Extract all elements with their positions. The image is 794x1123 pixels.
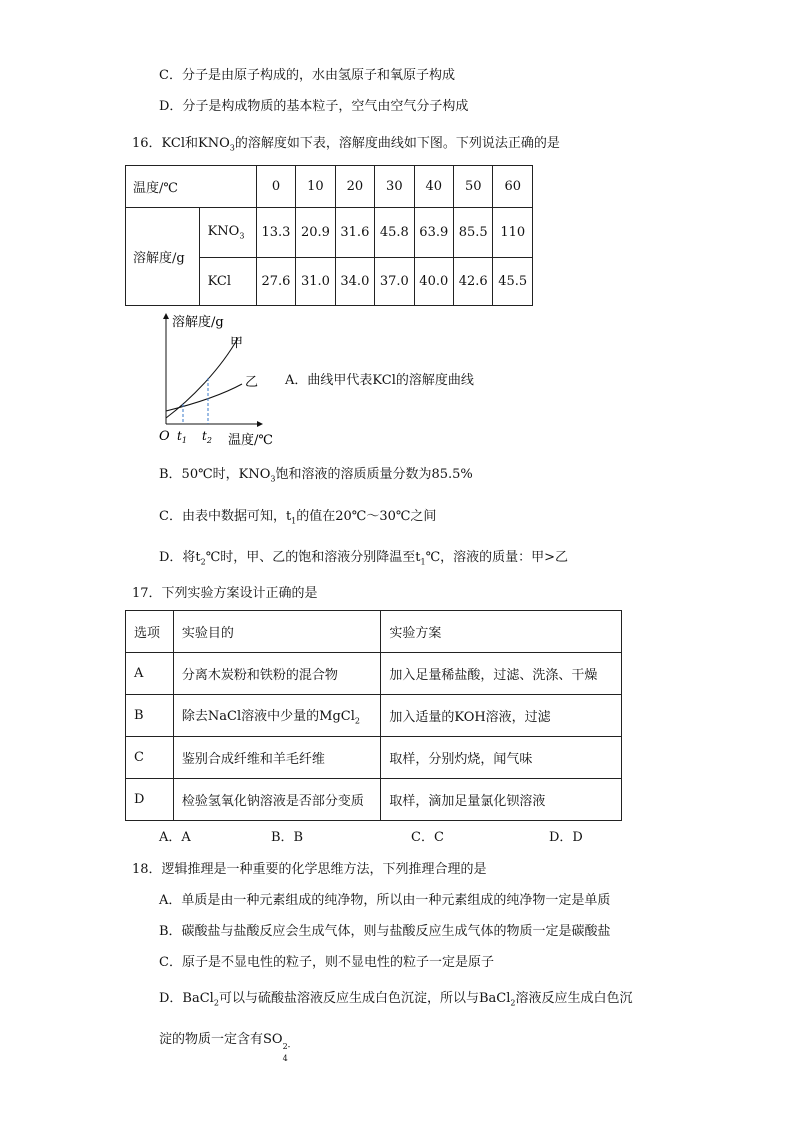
kno3-cell: 85.5 — [454, 208, 493, 258]
q17-choice-c: C．C — [411, 830, 444, 845]
row-option: B — [126, 695, 174, 737]
kcl-cell: 34.0 — [335, 258, 374, 306]
q17-choice-a: A．A — [159, 830, 191, 845]
q17-choice-b: B．B — [271, 830, 304, 845]
q18-option-b: B．碳酸盐与盐酸反应会生成气体，则与盐酸反应生成气体的物质一定是碳酸盐 — [159, 924, 611, 939]
kcl-cell: 31.0 — [296, 258, 335, 306]
t1-label: $t_1$ — [177, 429, 187, 445]
q15-option-c: C．分子是由原子构成的，水由氢原子和氧原子构成 — [159, 68, 455, 83]
kno3-label: $KNO_3$ — [199, 208, 256, 258]
q15-option-d: D．分子是构成物质的基本粒子，空气由空气分子构成 — [159, 99, 469, 114]
q18-stem: 18．逻辑推理是一种重要的化学思维方法，下列推理合理的是 — [132, 862, 487, 877]
q16-option-a: A．曲线甲代表KCl的溶解度曲线 — [285, 373, 474, 388]
kno3-cell: 13.3 — [256, 208, 295, 258]
temp-cell: 40 — [414, 166, 453, 208]
header-plan: 实验方案 — [381, 611, 622, 653]
row-plan: 加入足量稀盐酸，过滤、洗涤、干燥 — [381, 653, 622, 695]
kcl-cell: 45.5 — [493, 258, 533, 306]
kcl-cell: 40.0 — [414, 258, 453, 306]
q16-stem: 16．KCl和$KNO_3$的溶解度如下表，溶解度曲线如下图。下列说法正确的是 — [132, 136, 560, 153]
q16-option-c: C．由表中数据可知，$t_1$的值在20℃～30℃之间 — [159, 509, 437, 526]
q16-option-b: B．50℃时，$KNO_3$饱和溶液的溶质质量分数为85.5% — [159, 467, 473, 484]
kno3-cell: 110 — [493, 208, 533, 258]
temp-cell: 30 — [375, 166, 414, 208]
q16-option-d: D．将$t_2℃$时，甲、乙的饱和溶液分别降温至$t_1℃$，溶液的质量：甲>乙 — [159, 550, 569, 567]
kno3-cell: 20.9 — [296, 208, 335, 258]
table-row — [126, 779, 622, 821]
temp-cell: 50 — [454, 166, 493, 208]
temp-cell: 0 — [256, 166, 295, 208]
y-axis-label: 溶解度/g — [172, 315, 224, 330]
x-axis-label: 温度/℃ — [228, 433, 273, 448]
kno3-cell: 31.6 — [335, 208, 374, 258]
row-option: A — [126, 653, 174, 695]
kcl-label: KCl — [199, 258, 256, 306]
solubility-curve-graph — [150, 308, 290, 450]
temp-cell: 10 — [296, 166, 335, 208]
row-plan: 取样，滴加足量氯化钡溶液 — [381, 779, 622, 821]
kcl-cell: 37.0 — [375, 258, 414, 306]
row-plan: 加入适量的KOH溶液，过滤 — [381, 695, 622, 737]
table-row — [126, 737, 622, 779]
row-goal: 检验氢氧化钠溶液是否部分变质 — [173, 779, 380, 821]
origin-label: O — [159, 429, 170, 444]
kno3-cell: 63.9 — [414, 208, 453, 258]
q17-stem: 17．下列实验方案设计正确的是 — [132, 586, 318, 601]
temp-cell: 60 — [493, 166, 533, 208]
curve-yi-label: 乙 — [245, 375, 259, 390]
experiment-table — [125, 610, 622, 821]
curve-yi — [166, 384, 242, 411]
solubility-table — [125, 165, 533, 306]
table-row — [126, 653, 622, 695]
q18-option-d: D．BaCl$_2$可以与硫酸盐溶液反应生成白色沉淀，所以与BaCl$_2$溶液反应生成白色沉 — [159, 991, 633, 1008]
kcl-cell: 42.6 — [454, 258, 493, 306]
q18-option-a: A．单质是由一种元素组成的纯净物，所以由一种元素组成的纯净物一定是单质 — [159, 893, 611, 908]
curve-jia-label: 甲 — [230, 336, 244, 351]
header-option: 选项 — [126, 611, 174, 653]
kcl-cell: 27.6 — [256, 258, 295, 306]
temp-header: 温度/℃ — [126, 166, 257, 208]
t2-label: $t_2$ — [202, 429, 212, 445]
kno3-cell: 45.8 — [375, 208, 414, 258]
row-goal: 分离木炭粉和铁粉的混合物 — [173, 653, 380, 695]
curve-jia — [166, 338, 238, 418]
solubility-header: 溶解度/g — [126, 208, 200, 306]
q17-choice-d: D．D — [549, 830, 583, 845]
row-goal: 鉴别合成纤维和羊毛纤维 — [173, 737, 380, 779]
row-plan: 取样，分别灼烧，闻气味 — [381, 737, 622, 779]
row-option: D — [126, 779, 174, 821]
temp-cell: 20 — [335, 166, 374, 208]
table-row — [126, 695, 622, 737]
row-goal: 除去NaCl溶液中少量的MgCl$_2$ — [173, 695, 380, 737]
q18-option-c: C．原子是不显电性的粒子，则不显电性的粒子一定是原子 — [159, 955, 494, 970]
q18-option-d-continued: 淀的物质一定含有SO 2- 4 — [159, 1032, 291, 1063]
header-goal: 实验目的 — [173, 611, 380, 653]
row-option: C — [126, 737, 174, 779]
